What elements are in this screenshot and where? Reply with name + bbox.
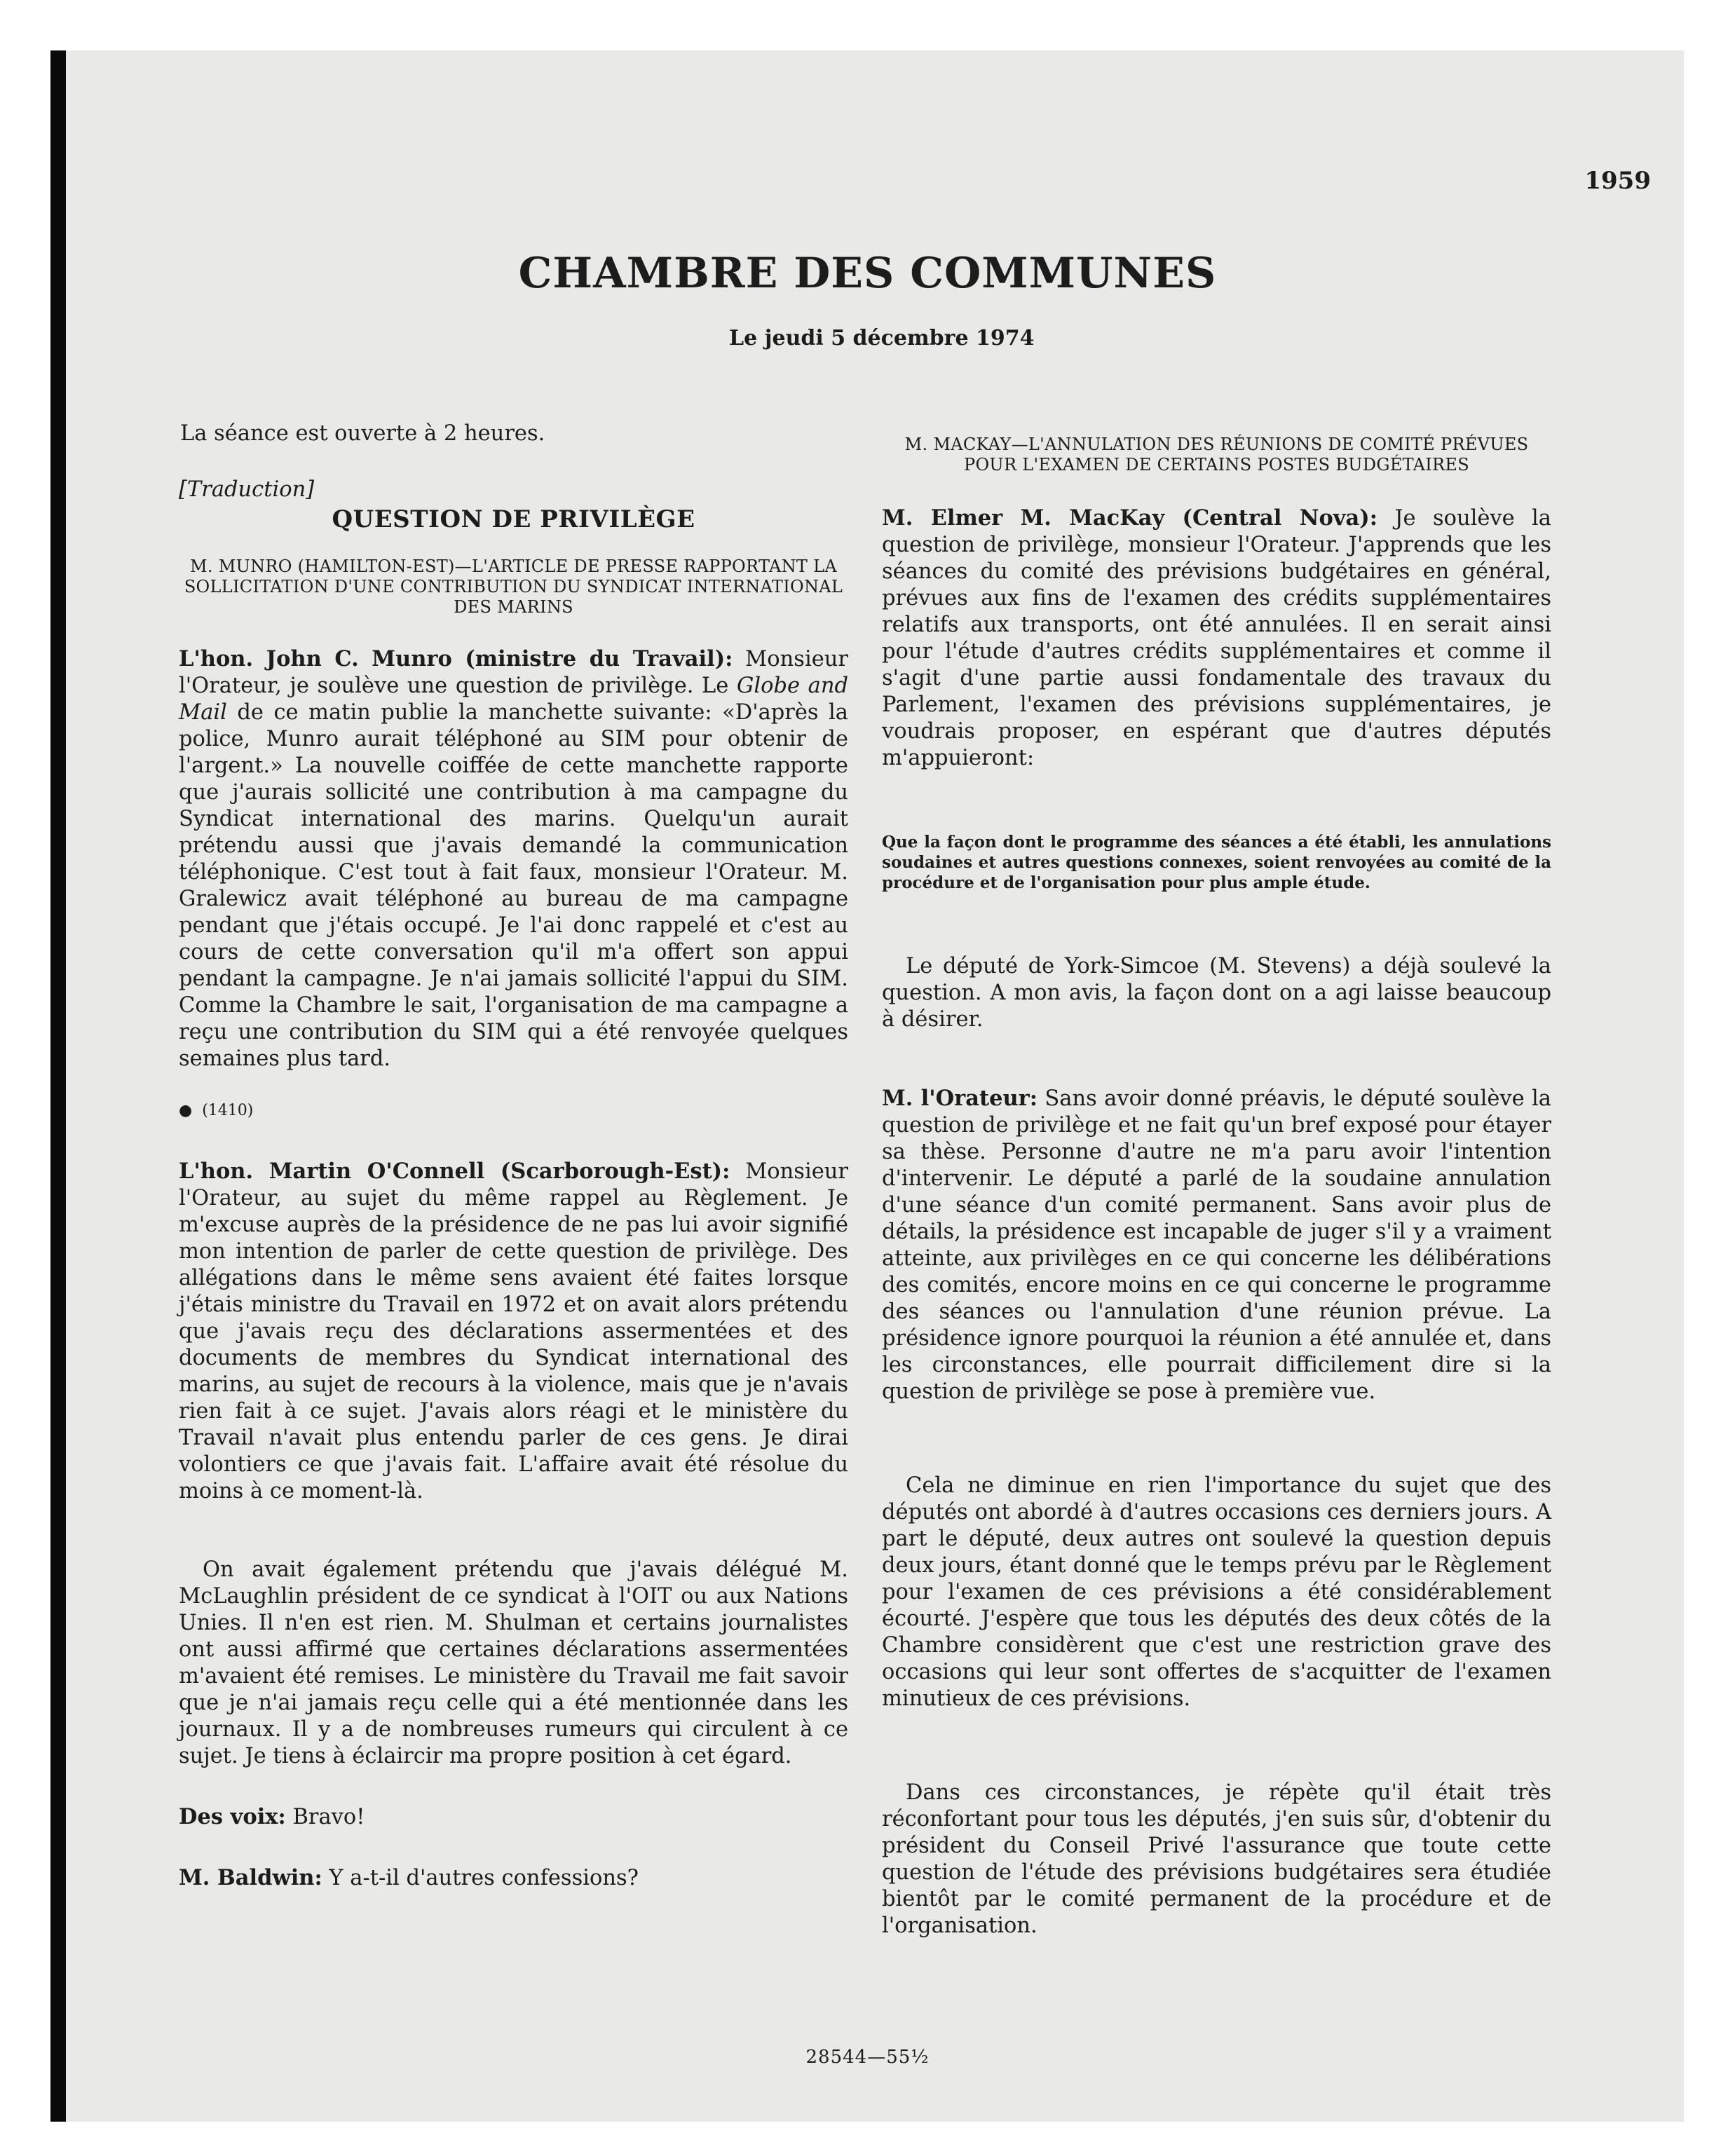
text-baldwin: Y a-t-il d'autres confessions? — [322, 1866, 639, 1890]
text-munro-a: Monsieur l'Orateur, je soulève une question de privilège. Le — [179, 647, 848, 698]
speaker-munro: L'hon. John C. Munro (ministre du Travail): — [179, 646, 733, 671]
paragraph-oconnell-2: On avait également prétendu que j'avais délégué M. McLaughlin président de ce syndicat à l'OIT ou aux Nations Unies. Il n'en est rien. M. Shulman et certains journalistes ont aussi affirmé que certaines déclarations assermentées m'avaient été remises. Le ministère du Travail me fait savoir que je n'ai jamais reçu celle qui a été mentionnée dans les journaux. Il y a de nombreuses rumeurs qui circulent à ce sujet. Je tiens à éclaircir ma propre position à cet égard. — [179, 1557, 848, 1768]
subhead-mackay: M. MACKAY—L'ANNULATION DES RÉUNIONS DE COMITÉ PRÉVUES POUR L'EXAMEN DE CERTAINS POSTES BUDGÉTAIRES — [904, 435, 1529, 475]
bullet-icon: ● — [179, 1102, 193, 1119]
paragraph-mackay — [882, 505, 1551, 772]
paragraph-oconnell — [179, 1158, 848, 1505]
newspaper-name: Globe and Mail — [179, 674, 849, 725]
speaker-baldwin: M. Baldwin: — [179, 1865, 322, 1890]
page-number: 1959 — [1584, 167, 1651, 195]
printer-footer: 28544—55½ — [805, 2047, 930, 2068]
paragraph-stevens: Le député de York-Simcoe (M. Stevens) a déjà soulevé la question. A mon avis, la façon dont on a agi laisse beaucoup à désirer. — [882, 954, 1551, 1032]
speaker-oconnell: L'hon. Martin O'Connell (Scarborough-Est): — [179, 1159, 730, 1184]
translation-note: [Traduction] — [179, 477, 315, 502]
paragraph-voices — [179, 1803, 848, 1831]
subhead-munro: M. MUNRO (HAMILTON-EST)—L'ARTICLE DE PRESSE RAPPORTANT LA SOLLICITATION D'UNE CONTRIBUTION DU SYNDICAT INTERNATIONAL DES MARINS — [184, 557, 843, 617]
section-title: QUESTION DE PRIVILÈGE — [332, 505, 695, 533]
text-voices: Bravo! — [285, 1805, 365, 1829]
text-orateur: Sans avoir donné préavis, le député soulève la question de privilège et ne fait qu'un bref exposé pour étayer sa thèse. Personne d'autre ne m'a paru avoir l'intention d'intervenir. Le député a parlé de la soudaine annulation d'une séance d'un comité permanent. Sans avoir plus de détails, la présidence est incapable de juger s'il y a vraiment atteinte, aux privilèges en ce qui concerne les délibérations des comités, encore moins en ce qui concerne le programme des séances ou l'annulation d'une réunion prévue. La présidence ignore pourquoi la réunion a été annulée et, dans les circonstances, elle pourrait difficilement dire si la question de privilège se pose à première vue. — [882, 1086, 1551, 1404]
opening-line: La séance est ouverte à 2 heures. — [180, 421, 545, 446]
speaker-voices: Des voix: — [179, 1804, 286, 1829]
text-mackay: Je soulève la question de privilège, monsieur l'Orateur. J'apprends que les séances du comité des prévisions budgétaires en général, prévues aux fins de l'examen des crédits supplémentaires relatifs aux transports, ont été annulées. Il en serait ainsi pour l'étude d'autres crédits supplémentaires et comme il s'agit d'une partie aussi fondamentale des travaux du Parlement, l'examen des prévisions supplémentaires, je voudrais proposer, en espérant que d'autres députés m'appuieront: — [882, 506, 1551, 770]
paragraph-speaker — [882, 1085, 1551, 1405]
paragraph-munro — [179, 646, 848, 1072]
paragraph-conclusion: Dans ces circonstances, je répète qu'il était très réconfortant pour tous les députés, j'en suis sûr, d'obtenir du président du Conseil Privé l'assurance que toute cette question de l'étude des prévisions budgétaires sera étudiée bientôt par le comité permanent de la procédure et de l'organisation. — [882, 1780, 1551, 1938]
speaker-mackay: M. Elmer M. MacKay (Central Nova): — [882, 505, 1377, 531]
scan-edge — [50, 50, 66, 2122]
speaker-orateur: M. l'Orateur: — [882, 1086, 1038, 1111]
page-title: CHAMBRE DES COMMUNES — [518, 249, 1217, 298]
text-oconnell: Monsieur l'Orateur, au sujet du même rappel au Règlement. Je m'excuse auprès de la présidence de ne pas lui avoir signifié mon intention de parler de cette question de privilège. Des allégations dans le même sens avaient été faites lorsque j'étais ministre du Travail en 1972 et on avait alors prétendu que j'avais reçu des déclarations assermentées et des documents de membres du Syndicat international des marins, au sujet de recours à la violence, mais que je n'avais rien fait à ce sujet. J'avais alors réagi et le ministère du Travail n'avait plus entendu parler de ces gens. Je dirai volontiers ce que j'avais fait. L'affaire avait été résolue du moins à ce moment-là. — [179, 1159, 848, 1503]
sitting-date: Le jeudi 5 décembre 1974 — [729, 326, 1035, 350]
text-munro-b: de ce matin publie la manchette suivante: «D'après la police, Munro aurait téléphoné au SIM pour obtenir de l'argent.» La nouvelle coiffée de cette manchette rapporte que j'aurais sollicité une contribution à ma campagne du Syndicat international des marins. Quelqu'un aurait prétendu aussi que j'avais demandé la communication téléphonique. C'est tout à fait faux, monsieur l'Orateur. M. Gralewicz avait téléphoné au bureau de ma campagne pendant que j'étais occupé. Je l'ai donc rappelé et c'est au cours de cette conversation qu'il m'a offert son appui pendant la campagne. Je n'ai jamais sollicité l'appui du SIM. Comme la Chambre le sait, l'organisation de ma campagne a reçu une contribution du SIM qui a été renvoyée quelques semaines plus tard. — [179, 700, 848, 1071]
paragraph-baldwin — [179, 1864, 848, 1892]
right-column — [882, 421, 1551, 1939]
time-marker-label: (1410) — [202, 1102, 254, 1119]
motion-text: Que la façon dont le programme des séances a été établi, les annulations soudaines et autres questions connexes, soient renvoyées au comité de la procédure et de l'organisation pour plus ample étude. — [882, 833, 1551, 892]
left-column — [179, 421, 848, 1892]
time-marker — [179, 1098, 848, 1124]
paragraph-importance: Cela ne diminue en rien l'importance du sujet que des députés ont abordé à d'autres occasions ces derniers jours. A part le député, deux autres ont soulevé la question depuis deux jours, étant donné que le temps prévu par le Règlement pour l'examen de ces prévisions a été considérablement écourté. J'espère que tous les députés des deux côtés de la Chambre considèrent que c'est une restriction grave des occasions qui leur sont offertes de s'acquitter de l'examen minutieux de ces prévisions. — [882, 1473, 1551, 1711]
